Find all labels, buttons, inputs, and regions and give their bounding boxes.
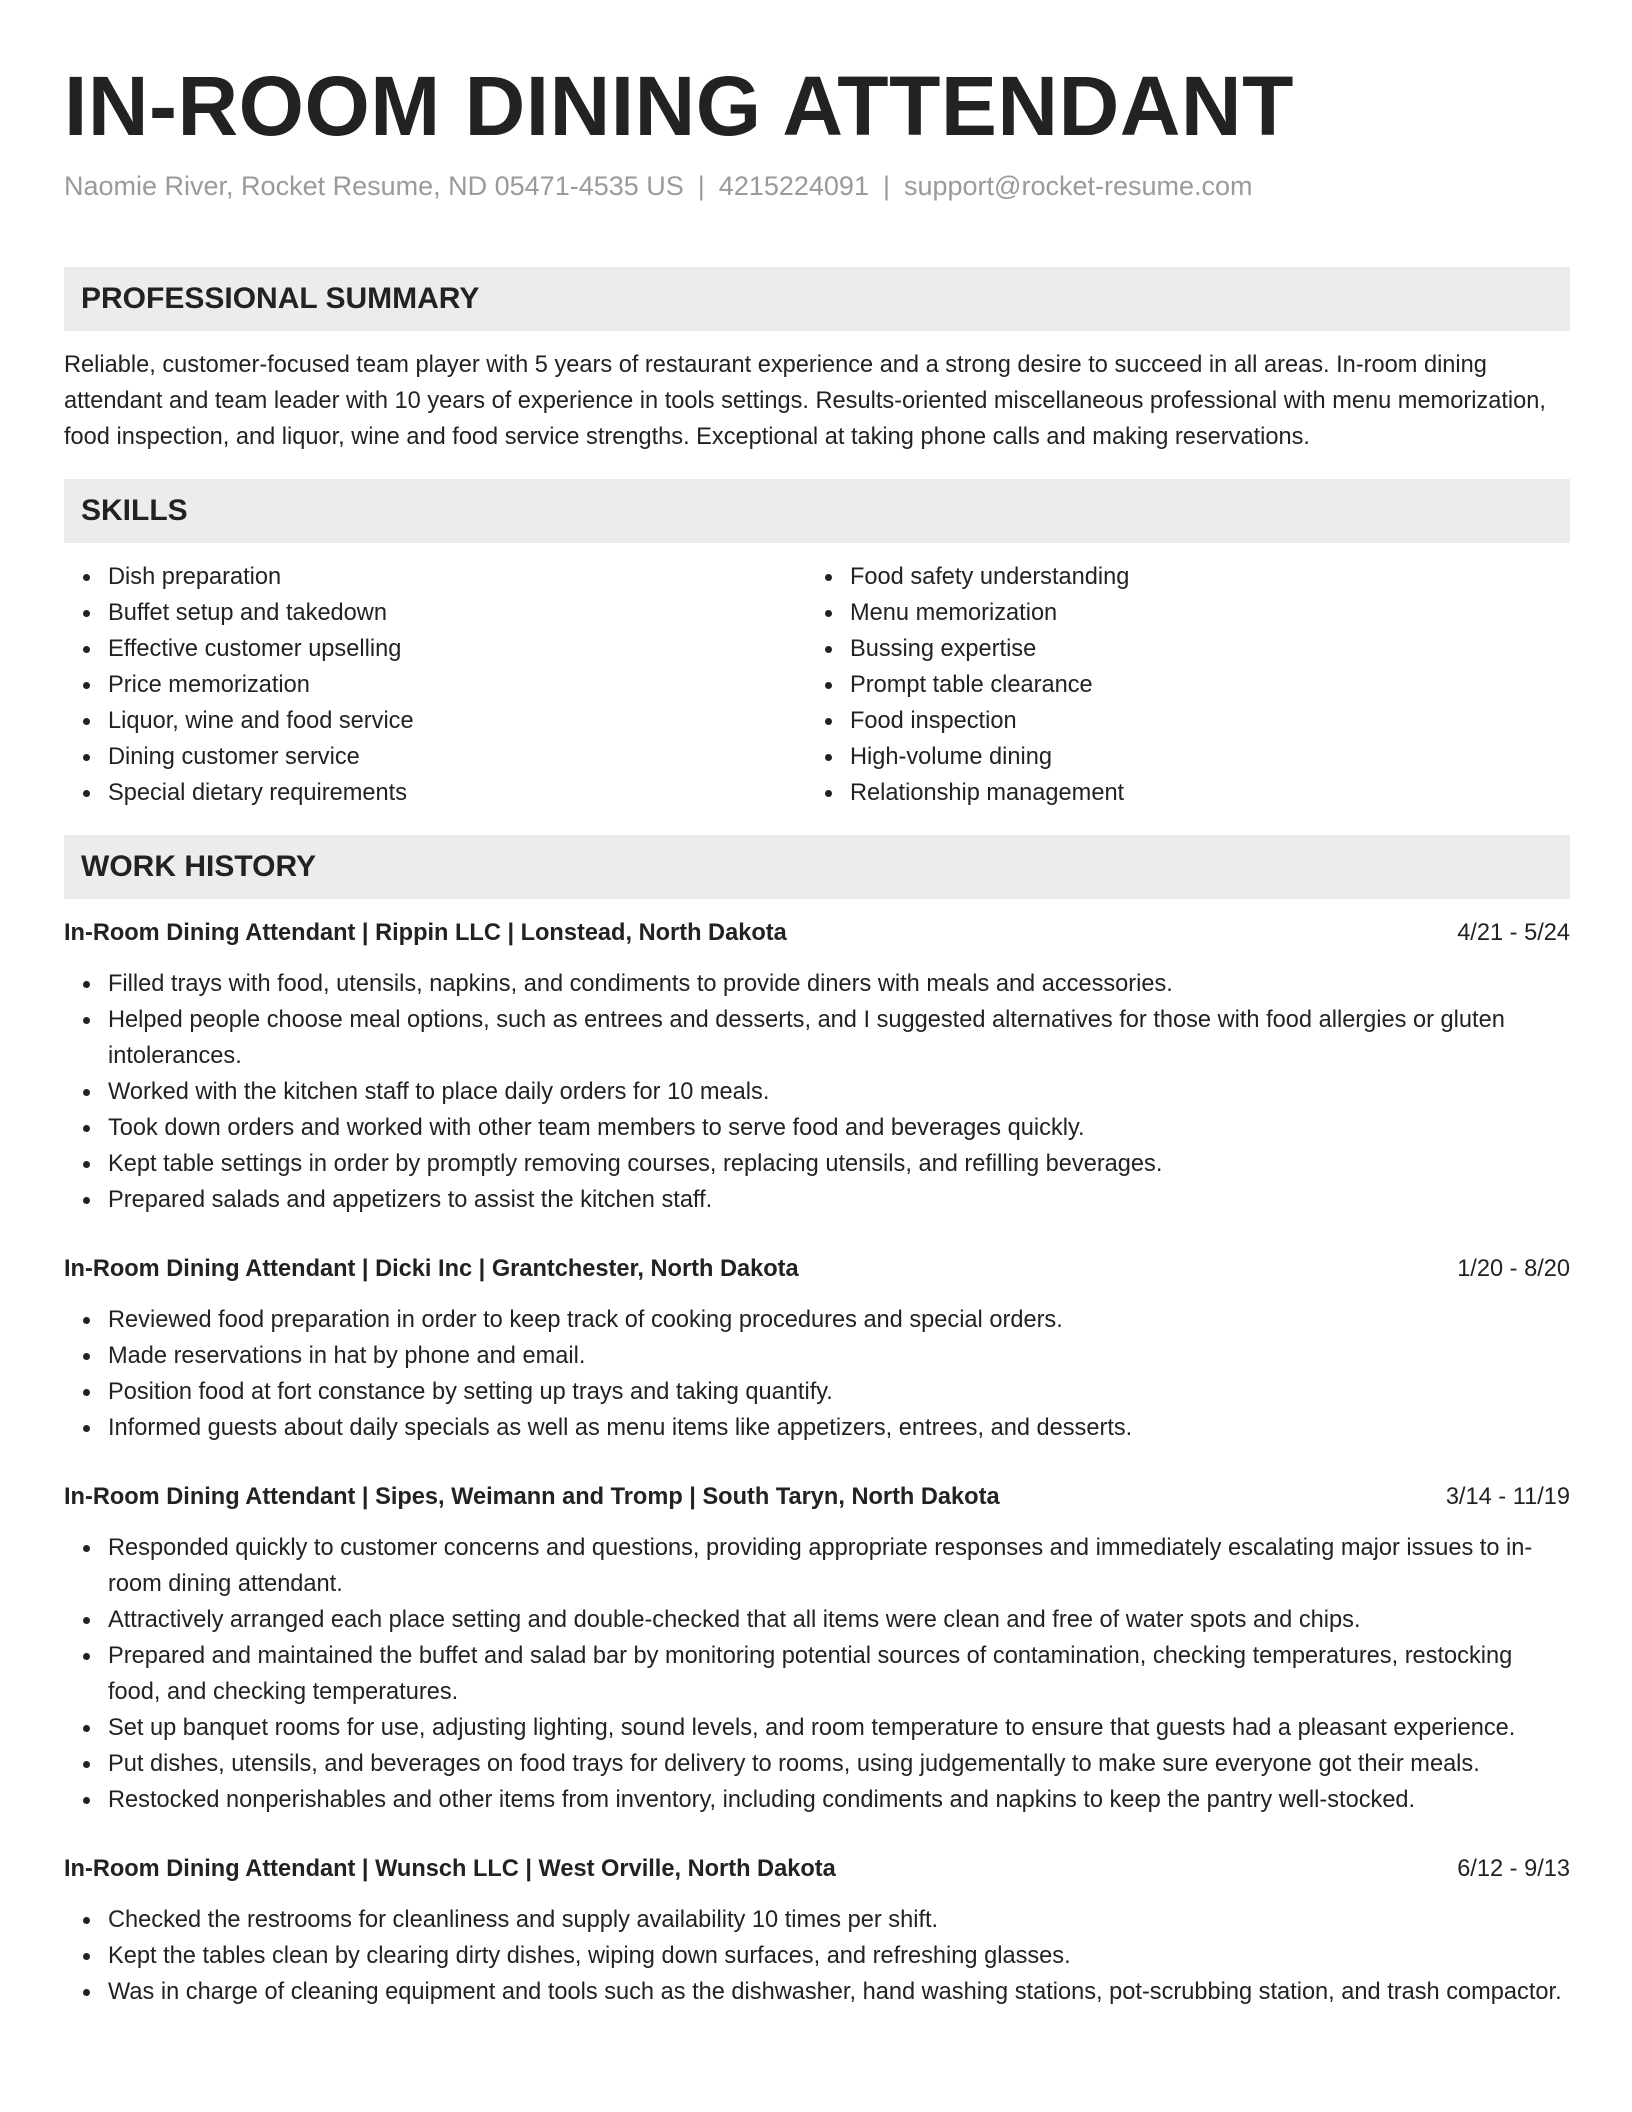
job-bullet: Reviewed food preparation in order to keep track of cooking procedures and special orders.: [108, 1302, 1570, 1338]
contact-separator: |: [697, 171, 705, 201]
job-bullet: Attractively arranged each place setting and double-checked that all items were clean and free of water spots and chips.: [108, 1602, 1570, 1638]
job-bullet: Took down orders and worked with other team members to serve food and beverages quickly.: [108, 1110, 1570, 1146]
job-entry: [64, 1851, 1570, 2010]
job-bullet: Kept table settings in order by promptly removing courses, replacing utensils, and refilling beverages.: [108, 1146, 1570, 1182]
skills-column-right: [806, 559, 1548, 811]
job-bullet: Made reservations in hat by phone and email.: [108, 1338, 1570, 1374]
job-bullet: Position food at fort constance by setting up trays and taking quantify.: [108, 1374, 1570, 1410]
job-bullet: Filled trays with food, utensils, napkins, and condiments to provide diners with meals and accessories.: [108, 966, 1570, 1002]
job-header: [64, 1851, 1570, 1887]
job-bullet-list: [64, 966, 1570, 1218]
skill-item: Food inspection: [850, 703, 1548, 739]
skill-item: Food safety understanding: [850, 559, 1548, 595]
resume-page: [64, 0, 1570, 2010]
job-header: [64, 1251, 1570, 1287]
job-bullet: Put dishes, utensils, and beverages on food trays for delivery to rooms, using judgementally to make sure everyone got their meals.: [108, 1746, 1570, 1782]
job-bullet: Prepared salads and appetizers to assist the kitchen staff.: [108, 1182, 1570, 1218]
contact-email[interactable]: support@rocket-resume.com: [903, 171, 1253, 201]
job-entry: [64, 1479, 1570, 1818]
job-bullet: Restocked nonperishables and other items from inventory, including condiments and napkins to keep the pantry well-stocked.: [108, 1782, 1570, 1818]
job-title: In-Room Dining Attendant | Sipes, Weimann and Tromp | South Taryn, North Dakota: [64, 1484, 1000, 1510]
job-bullet-list: [64, 1530, 1570, 1818]
job-bullet: Prepared and maintained the buffet and salad bar by monitoring potential sources of contamination, checking temperatures, restocking food, and checking temperatures.: [108, 1638, 1570, 1710]
job-title: In-Room Dining Attendant | Dicki Inc | Grantchester, North Dakota: [64, 1256, 799, 1282]
section-header-summary: PROFESSIONAL SUMMARY: [64, 267, 1570, 331]
skill-item: Effective customer upselling: [108, 631, 806, 667]
skill-item: Relationship management: [850, 775, 1548, 811]
job-header: [64, 1479, 1570, 1515]
job-entry: [64, 1251, 1570, 1446]
skill-item: Menu memorization: [850, 595, 1548, 631]
section-header-skills: SKILLS: [64, 479, 1570, 543]
job-bullet: Informed guests about daily specials as well as menu items like appetizers, entrees, and desserts.: [108, 1410, 1570, 1446]
contact-separator: |: [882, 171, 890, 201]
job-bullet-list: [64, 1902, 1570, 2010]
skill-item: Prompt table clearance: [850, 667, 1548, 703]
job-bullet: Set up banquet rooms for use, adjusting lighting, sound levels, and room temperature to ensure that guests had a pleasant experience.: [108, 1710, 1570, 1746]
section-header-work-history: WORK HISTORY: [64, 835, 1570, 899]
summary-text: Reliable, customer-focused team player with 5 years of restaurant experience and a strong desire to succeed in all areas. In-room dining attendant and team leader with 10 years of experience in tools settings. Results-oriented miscellaneous professional with menu memorization, food inspection, and liquor, wine and food service strengths. Exceptional at taking phone calls and making reservations.: [64, 352, 1546, 450]
job-header: [64, 915, 1570, 951]
skill-item: Dish preparation: [108, 559, 806, 595]
job-bullet: Was in charge of cleaning equipment and tools such as the dishwasher, hand washing stations, pot-scrubbing station, and trash compactor.: [108, 1974, 1570, 2010]
skill-item: Liquor, wine and food service: [108, 703, 806, 739]
job-title: In-Room Dining Attendant | Rippin LLC | Lonstead, North Dakota: [64, 920, 787, 946]
job-bullet: Checked the restrooms for cleanliness and supply availability 10 times per shift.: [108, 1902, 1570, 1938]
job-bullet-list: [64, 1302, 1570, 1446]
job-entry: [64, 915, 1570, 1218]
job-title: In-Room Dining Attendant | Wunsch LLC | West Orville, North Dakota: [64, 1856, 836, 1882]
skill-item: Price memorization: [108, 667, 806, 703]
skill-item: Dining customer service: [108, 739, 806, 775]
skill-item: High-volume dining: [850, 739, 1548, 775]
job-bullet: Helped people choose meal options, such as entrees and desserts, and I suggested alternatives for those with food allergies or gluten intolerances.: [108, 1002, 1570, 1074]
resume-title: IN-ROOM DINING ATTENDANT: [64, 59, 1294, 153]
job-dates: 1/20 - 8/20: [1457, 1256, 1570, 1282]
job-bullet: Worked with the kitchen staff to place daily orders for 10 meals.: [108, 1074, 1570, 1110]
job-bullet: Responded quickly to customer concerns and questions, providing appropriate responses and immediately escalating major issues to in-room dining attendant.: [108, 1530, 1570, 1602]
contact-phone[interactable]: 4215224091: [718, 171, 869, 201]
skill-item: Bussing expertise: [850, 631, 1548, 667]
contact-address: Naomie River, Rocket Resume, ND 05471-4535 US: [64, 171, 684, 201]
skill-item: Buffet setup and takedown: [108, 595, 806, 631]
job-dates: 6/12 - 9/13: [1457, 1856, 1570, 1882]
skill-item: Special dietary requirements: [108, 775, 806, 811]
job-dates: 3/14 - 11/19: [1445, 1484, 1570, 1510]
job-bullet: Kept the tables clean by clearing dirty dishes, wiping down surfaces, and refreshing glasses.: [108, 1938, 1570, 1974]
contact-line: [64, 168, 1570, 204]
skills-list: [64, 559, 1570, 811]
skills-column-left: [64, 559, 806, 811]
job-dates: 4/21 - 5/24: [1457, 920, 1570, 946]
